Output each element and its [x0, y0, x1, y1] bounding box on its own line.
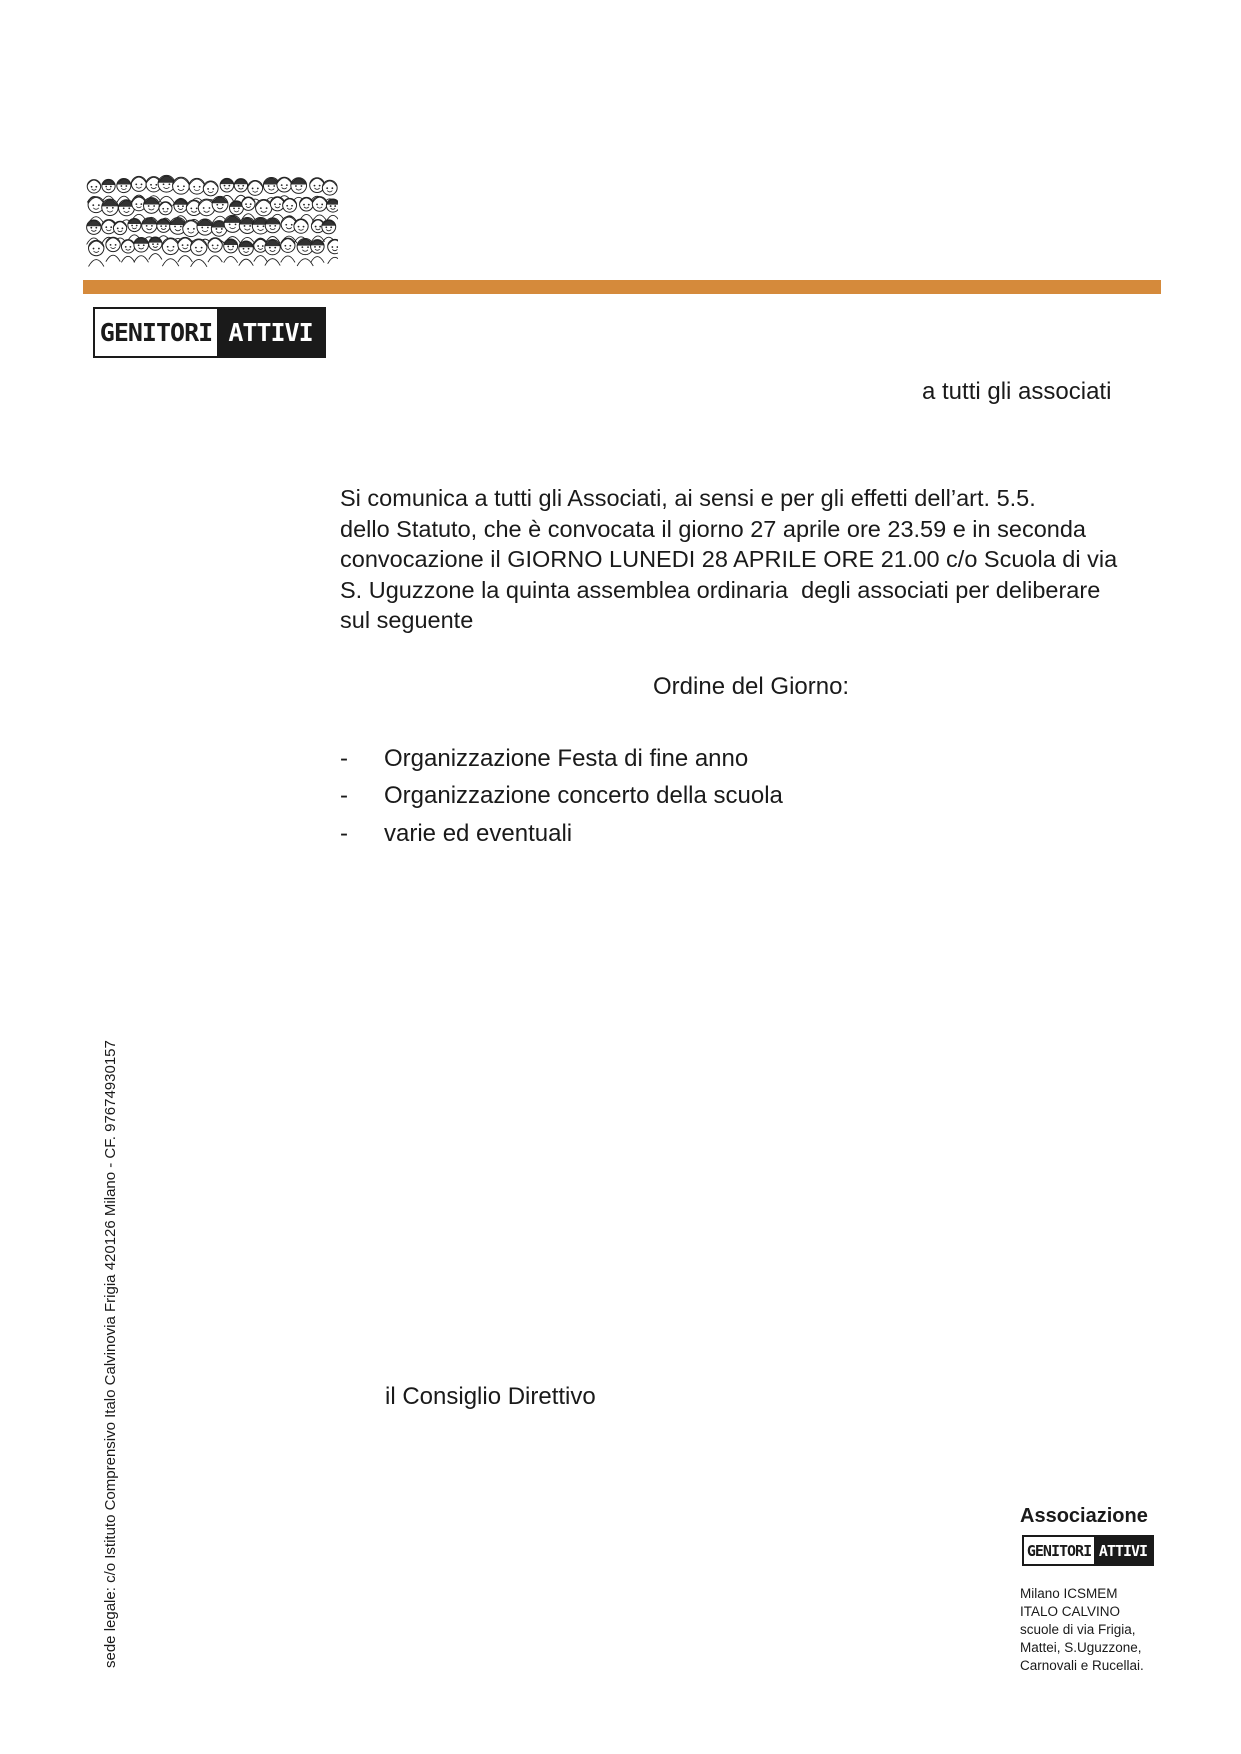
crowd-face — [106, 237, 120, 261]
crowd-face — [311, 240, 325, 263]
logo-word-attivi: ATTIVI — [1094, 1537, 1152, 1564]
header-orange-rule — [83, 280, 1161, 294]
body-line: dello Statuto, che è convocata il giorno 27 aprile ore 23.59 e in seconda — [340, 515, 1086, 542]
agenda-bullet: - — [340, 745, 348, 772]
crowd-face — [281, 238, 295, 262]
agenda-item — [340, 820, 572, 848]
crowd-of-people-drawing-icon — [86, 170, 338, 270]
crowd-face — [121, 240, 134, 263]
crowd-face — [208, 238, 222, 262]
footer-info-line: Milano ICSMEM — [1020, 1586, 1118, 1601]
crowd-face — [239, 241, 254, 266]
addressee: a tutti gli associati — [922, 378, 1112, 405]
crowd-face — [312, 197, 327, 222]
footer-info-line: ITALO CALVINO — [1020, 1604, 1121, 1619]
footer-info-line: Carnovali e Rucellai. — [1020, 1658, 1144, 1673]
footer-info-line: Mattei, S.Uguzzone, — [1020, 1640, 1142, 1655]
agenda-item-text: Organizzazione Festa di fine anno — [384, 745, 749, 772]
body-line: Si comunica a tutti gli Associati, ai sensi e per gli effetti dell’art. 5.5. — [340, 485, 1036, 511]
crowd-face — [326, 199, 338, 221]
crowd-face — [88, 197, 104, 224]
footer-info-line: scuole di via Frigia, — [1020, 1622, 1136, 1637]
crowd-face — [102, 179, 115, 202]
agenda-bullet: - — [340, 820, 348, 847]
crowd-face — [224, 239, 238, 263]
body-line: sul seguente — [340, 607, 474, 633]
logo-word-attivi: ATTIVI — [217, 309, 324, 356]
crowd-face — [242, 197, 255, 220]
association-label: Associazione — [1020, 1505, 1148, 1527]
signature: il Consiglio Direttivo — [385, 1383, 596, 1410]
crowd-face — [265, 239, 280, 265]
footer-info — [1020, 1585, 1144, 1675]
body-line: S. Uguzzone la quinta assemblea ordinaria degli associati per deliberare — [340, 576, 1101, 603]
agenda-title: Ordine del Giorno: — [653, 673, 850, 700]
crowd-face — [117, 178, 131, 202]
agenda-bullet: - — [340, 782, 348, 809]
letter-body — [340, 483, 1180, 636]
crowd-face — [191, 239, 207, 267]
genitori-attivi-logo-small — [1022, 1535, 1154, 1566]
body-line: convocazione il GIORNO LUNEDI 28 APRILE ORE 21.00 c/o Scuola di via — [340, 546, 1118, 572]
agenda-item — [340, 745, 748, 773]
logo-word-genitori: GENITORI — [99, 318, 213, 347]
agenda-item-text: varie ed eventuali — [384, 820, 573, 847]
crowd-face — [158, 175, 175, 203]
crowd-face — [89, 240, 104, 266]
crowd-face — [270, 197, 284, 221]
crowd-face — [178, 237, 193, 262]
crowd-face — [300, 197, 314, 220]
genitori-attivi-logo — [93, 307, 326, 358]
logo-word-genitori: GENITORI — [1026, 1541, 1092, 1560]
crowd-face — [162, 238, 179, 266]
agenda-item — [340, 782, 783, 810]
crowd-face — [328, 239, 338, 263]
crowd-face — [134, 237, 149, 262]
registered-office-note: sede legale: c/o Istituto Comprensivo Italo Calvinovia Frigia 420126 Milano - CF. 97674930157 — [102, 1040, 119, 1668]
crowd-face — [149, 237, 162, 260]
agenda-item-text: Organizzazione concerto della scuola — [384, 782, 783, 809]
